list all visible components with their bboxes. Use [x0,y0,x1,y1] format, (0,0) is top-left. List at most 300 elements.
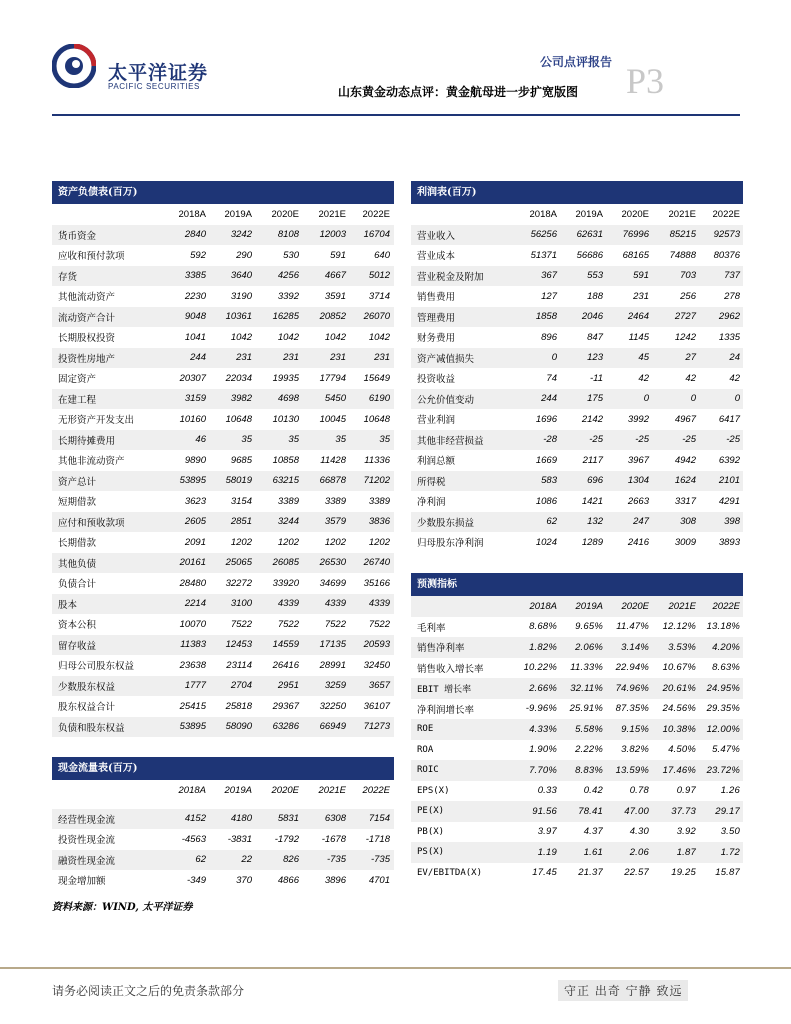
footer-divider [0,967,791,969]
row-value: 35 [288,434,299,446]
row-label: ROA [417,744,434,755]
row-value: 58019 [225,475,252,487]
row-value: 92573 [713,229,740,241]
row-value: 367 [541,270,557,282]
row-label: 长期借款 [58,538,97,550]
year-header: 2021E [668,600,696,612]
row-value: 10.67% [662,662,696,674]
row-value: 2464 [627,311,649,323]
row-label: 流动资产合计 [58,312,116,324]
row-value: 2117 [582,454,603,466]
row-value: 2962 [718,311,740,323]
row-value: 5831 [277,813,299,825]
row-value: 14559 [272,639,299,651]
row-value: 3591 [324,290,346,302]
row-label: EV/EBITDA(X) [417,867,483,878]
row-value: 4256 [277,270,299,282]
row-value: 2727 [674,311,696,323]
year-header: 2020E [621,208,649,220]
row-value: 123 [587,352,603,364]
row-value: 22.57 [624,867,649,879]
row-value: 247 [633,516,649,528]
row-value: 1024 [535,536,557,548]
table-title: 现金流量表(百万) [52,757,394,780]
row-value: 10648 [363,413,390,425]
row-value: 62 [195,854,206,866]
row-value: 25818 [225,700,252,712]
row-value: 11336 [364,454,390,466]
row-value: 63286 [272,721,299,733]
row-value: 24.95% [706,682,740,694]
row-value: 1041 [184,331,206,343]
row-value: 4967 [674,413,696,425]
row-value: 35166 [363,577,390,589]
row-value: 1.19 [537,846,557,858]
row-value: 7522 [277,618,299,630]
row-label: 货币资金 [58,230,97,242]
row-value: 3317 [674,495,696,507]
row-value: 3389 [368,495,390,507]
row-value: 51371 [530,249,557,261]
row-value: 22034 [225,372,252,384]
table-row [411,409,743,430]
row-value: 24 [729,352,740,364]
row-value: -735 [326,854,346,866]
row-value: -25 [635,434,649,446]
row-value: 23.72% [706,764,740,776]
row-value: 26530 [319,557,346,569]
row-label: 其他流动资产 [58,292,116,304]
row-value: 10160 [179,413,206,425]
row-value: 66949 [319,721,346,733]
brand-name-cn: 太平洋证券 [108,62,209,84]
row-value: 8.63% [712,662,740,674]
year-header: 2022E [712,208,740,220]
row-value: 11383 [180,639,206,651]
row-value: 7522 [324,618,346,630]
table-row [52,553,394,574]
table-row [411,389,743,410]
row-value: 4942 [674,454,696,466]
table-row [411,678,743,699]
row-label: PB(X) [417,826,445,837]
table-row [411,719,743,740]
row-value: 2230 [184,290,206,302]
row-value: 896 [541,331,557,343]
row-label: 其他非经营损益 [417,435,484,447]
row-value: 3385 [184,270,206,282]
table-row [52,225,394,246]
company-slogan: 守正 出奇 宁静 致远 [558,980,688,1001]
table-row [411,699,743,720]
data-source-note: 资料来源：WIND, 太平洋证券 [52,902,193,913]
header-divider [52,114,740,116]
row-value: 35 [379,434,390,446]
row-label: 其他非流动资产 [58,456,125,468]
row-value: 1777 [184,680,206,692]
row-label: 营业成本 [417,251,456,263]
row-value: 4339 [368,598,390,610]
row-value: 3259 [324,680,346,692]
row-value: 231 [374,352,390,364]
table-row [411,430,743,451]
row-value: 4.33% [529,723,557,735]
row-value: 20.61% [662,682,696,694]
table-row [52,245,394,266]
row-value: 3640 [230,270,252,282]
row-value: 1202 [230,536,252,548]
row-value: 6417 [718,413,740,425]
row-value: 231 [330,352,346,364]
row-value: 256 [680,290,696,302]
row-value: 11.33% [570,662,603,674]
row-value: -25 [589,434,603,446]
row-label: 存货 [58,271,78,283]
row-value: 2.06% [575,641,603,653]
row-value: 7154 [368,813,390,825]
row-label: 营业利润 [417,415,456,427]
row-value: 0.33 [537,785,557,797]
row-value: 3896 [324,874,346,886]
row-value: 62 [546,516,557,528]
row-label: 资产减值损失 [417,353,475,365]
row-value: 2704 [230,680,252,692]
row-value: 35 [335,434,346,446]
row-label: 销售费用 [417,292,456,304]
row-value: 127 [541,290,557,302]
row-value: 4866 [277,874,299,886]
row-value: -25 [682,434,696,446]
row-value: 47.00 [624,805,649,817]
year-header: 2019A [575,208,603,220]
report-title: 山东黄金动态点评：黄金航母进一步扩宽版图 [338,85,579,99]
table-title: 预测指标 [411,573,743,596]
row-label: EPS(X) [417,785,450,796]
row-value: 16704 [363,229,390,241]
row-label: ROIC [417,765,439,776]
row-value: 1624 [674,475,696,487]
table-row [411,532,743,553]
row-value: 308 [680,516,696,528]
row-label: 固定资产 [58,374,97,386]
row-value: 640 [374,249,390,261]
table-row [52,266,394,287]
row-value: 80376 [713,249,740,261]
row-value: 1.90% [529,744,557,756]
row-value: 12.00% [706,723,740,735]
row-value: 8.68% [529,621,557,633]
row-value: 592 [190,249,206,261]
row-value: 29367 [272,700,299,712]
row-value: 1858 [535,311,557,323]
row-value: 17.45 [532,867,557,879]
row-value: 244 [541,393,557,405]
row-label: 销售收入增长率 [417,663,484,675]
table-row [52,409,394,430]
row-value: 370 [236,874,252,886]
row-value: 1042 [230,331,252,343]
row-value: 20852 [319,311,346,323]
table-row [411,348,743,369]
table-row [52,676,394,697]
row-value: 9890 [184,454,206,466]
table-row [411,471,743,492]
row-value: 10070 [179,618,206,630]
balance-sheet-table [52,181,394,737]
row-value: 10361 [225,311,252,323]
table-row [411,491,743,512]
row-value: 17135 [319,639,346,651]
row-value: 4701 [368,874,390,886]
row-value: 1.72 [720,846,740,858]
row-value: 26070 [363,311,390,323]
row-label: 财务费用 [417,333,456,345]
row-value: 25065 [225,557,252,569]
row-value: 78.41 [578,805,603,817]
row-label: EBIT 增长率 [417,684,472,695]
table-row [52,389,394,410]
row-label: 利润总额 [417,456,456,468]
row-value: 25.91% [569,703,603,715]
row-value: 188 [587,290,603,302]
row-value: -349 [186,874,206,886]
table-row [52,655,394,676]
row-value: 1.61 [583,846,603,858]
table-row [52,696,394,717]
row-label: 负债和股东权益 [58,722,125,734]
table-row [52,491,394,512]
row-value: 10.38% [662,723,696,735]
row-value: 9685 [230,454,252,466]
row-value: 0 [551,352,557,364]
row-value: 244 [190,352,206,364]
row-value: 1669 [535,454,557,466]
row-value: 2416 [627,536,649,548]
row-value: -3831 [227,833,252,845]
row-value: 4.50% [668,744,696,756]
row-value: 696 [587,475,603,487]
row-value: 826 [283,854,299,866]
row-value: 32272 [225,577,252,589]
row-label: 净利润增长率 [417,704,475,716]
row-value: 28991 [319,659,346,671]
row-label: 净利润 [417,497,446,509]
row-value: 1042 [368,331,390,343]
year-header: 2018A [529,208,557,220]
row-value: 3100 [230,598,252,610]
page-number: P3 [626,61,665,101]
row-value: 37.73 [671,805,696,817]
row-value: 1145 [628,331,649,343]
row-value: 1.26 [720,785,740,797]
row-value: 16285 [272,311,299,323]
row-value: 3579 [324,516,346,528]
income-statement-table [411,181,743,553]
year-header: 2022E [362,784,390,796]
row-value: 13.59% [615,764,649,776]
row-value: 3992 [627,413,649,425]
row-value: 74 [546,372,557,384]
forecast-indicators-table [411,573,743,883]
row-label: 负债合计 [58,579,97,591]
table-row [52,717,394,738]
table-row [411,842,743,863]
row-value: 3836 [368,516,390,528]
row-value: 1202 [368,536,390,548]
row-value: 9048 [184,311,206,323]
row-label: 归母公司股东权益 [58,661,135,673]
table-row [411,450,743,471]
row-value: 4152 [184,813,206,825]
row-value: 10130 [272,413,299,425]
row-value: 32450 [363,659,390,671]
table-title: 利润表(百万) [411,181,743,204]
row-value: -1678 [321,833,346,845]
table-row [411,266,743,287]
row-value: 53895 [179,721,206,733]
row-value: 290 [236,249,252,261]
row-value: 2840 [184,229,206,241]
row-value: 85215 [669,229,696,241]
row-value: 6392 [718,454,740,466]
row-value: 3.53% [668,641,696,653]
row-value: 4.30 [629,826,649,838]
row-label: 营业收入 [417,230,456,242]
row-value: 231 [283,352,299,364]
row-label: 应收和预付款项 [58,251,125,263]
row-value: 1304 [627,475,649,487]
row-value: 19935 [272,372,299,384]
year-header: 2021E [668,208,696,220]
row-value: 28480 [179,577,206,589]
row-label: 长期股权投资 [58,333,116,345]
row-value: 3.92 [676,826,696,838]
row-value: 22 [241,854,252,866]
row-value: 45 [638,352,649,364]
table-row [52,512,394,533]
row-value: 1202 [277,536,299,548]
table-row [52,368,394,389]
row-value: 68165 [622,249,649,261]
row-value: 278 [724,290,740,302]
row-value: 3623 [184,495,206,507]
row-value: 62631 [576,229,603,241]
row-value: 4667 [324,270,346,282]
row-value: 2046 [581,311,603,323]
row-value: 71202 [363,475,390,487]
row-value: 10858 [272,454,299,466]
row-value: 24.56% [662,703,696,715]
row-label: 销售净利率 [417,643,465,655]
row-label: 短期借款 [58,497,97,509]
row-label: PE(X) [417,806,445,817]
table-row [52,348,394,369]
row-label: 股东权益合计 [58,702,116,714]
row-value: 591 [330,249,346,261]
disclaimer-notice: 请务必阅读正文之后的免责条款部分 [52,984,245,998]
row-value: 76996 [622,229,649,241]
table-row [411,637,743,658]
year-header: 2019A [224,784,252,796]
row-value: 34699 [319,577,346,589]
row-value: 3657 [368,680,390,692]
table-row [411,225,743,246]
row-value: 12003 [319,229,346,241]
row-value: 8108 [277,229,299,241]
row-value: 17794 [319,372,346,384]
row-value: 66878 [319,475,346,487]
row-value: 3392 [277,290,299,302]
row-value: 0.78 [629,785,649,797]
row-value: 553 [587,270,603,282]
row-value: 15649 [363,372,390,384]
year-header: 2021E [318,208,346,220]
row-value: 6308 [324,813,346,825]
row-value: 4339 [277,598,299,610]
row-value: -25 [726,434,740,446]
row-value: 591 [633,270,649,282]
row-value: 2.22% [575,744,603,756]
row-value: 87.35% [615,703,649,715]
row-value: 11.47% [616,621,649,633]
row-value: 10.22% [523,662,557,674]
row-value: 0 [643,393,649,405]
row-label: 所得税 [417,476,446,488]
row-value: 5012 [368,270,390,282]
row-value: 7.70% [529,764,557,776]
row-value: 10648 [225,413,252,425]
row-value: 175 [587,393,603,405]
table-row [52,327,394,348]
row-value: 4291 [718,495,740,507]
row-value: 21.37 [578,867,603,879]
row-value: 0 [734,393,740,405]
row-label: 投资性现金流 [58,835,116,847]
row-value: -1718 [365,833,390,845]
row-value: 56686 [576,249,603,261]
row-value: 20161 [179,557,206,569]
row-value: 5.47% [712,744,740,756]
row-value: 4698 [277,393,299,405]
table-row [411,368,743,389]
table-row [52,450,394,471]
row-value: 4339 [324,598,346,610]
row-value: 2091 [184,536,206,548]
row-value: 4180 [230,813,252,825]
table-row [411,658,743,679]
table-header-row [52,780,394,801]
row-label: PS(X) [417,847,445,858]
row-value: 1696 [535,413,557,425]
row-value: 1086 [535,495,557,507]
row-value: 3009 [674,536,696,548]
row-value: -735 [370,854,390,866]
row-value: 0.97 [676,785,696,797]
row-label: 少数股东损益 [417,517,475,529]
row-value: 231 [236,352,252,364]
table-row [52,532,394,553]
table-row [411,760,743,781]
table-title: 资产负债表(百万) [52,181,394,204]
row-value: 15.87 [715,867,740,879]
row-label: 投资性房地产 [58,353,116,365]
row-label: ROE [417,724,434,735]
row-value: 3244 [277,516,299,528]
row-value: 1289 [581,536,603,548]
row-value: 3389 [277,495,299,507]
row-value: 3190 [230,290,252,302]
row-value: 53895 [179,475,206,487]
